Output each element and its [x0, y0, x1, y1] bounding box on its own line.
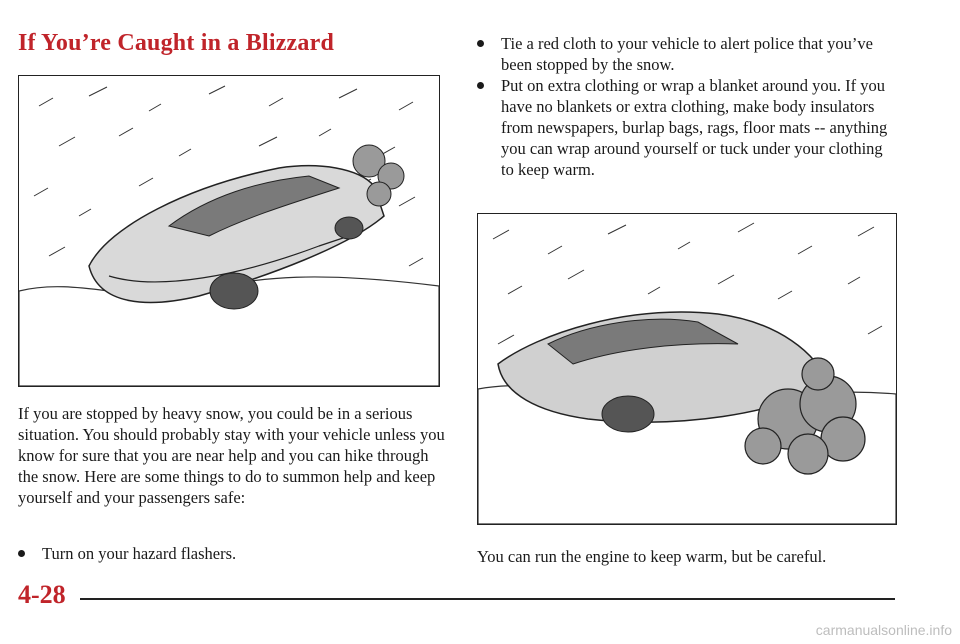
watermark: carmanualsonline.info	[815, 622, 952, 638]
bullet-icon	[477, 40, 484, 47]
blizzard-intro-paragraph: If you are stopped by heavy snow, you could be in a serious situation. You should probably stay with your vehicle unless you know for sure that you are near help and you can hike through the snow. Here are some things to do to summon help and keep yourself and your passengers safe:	[18, 404, 445, 507]
page-number: 4-28	[18, 580, 66, 609]
bullet-item	[477, 75, 897, 180]
illustration-engine-running	[477, 213, 897, 525]
bullet-text: Put on extra clothing or wrap a blanket around you. If you have no blankets or extra clothing, make body insulators from newspapers, burlap bags, rags, floor mats -- anything you can wrap around yourself or tuck under your clothing to keep warm.	[501, 76, 888, 179]
bullet-text: Turn on your hazard flashers.	[42, 544, 237, 563]
figure-caption: You can run the engine to keep warm, but be careful.	[477, 547, 827, 566]
illustration-car-in-snow	[18, 75, 440, 387]
footer-rule	[80, 598, 895, 600]
bullet-text: Tie a red cloth to your vehicle to alert police that you’ve been stopped by the snow.	[501, 34, 873, 74]
section-title: If You’re Caught in a Blizzard	[18, 30, 335, 56]
bullet-item	[477, 33, 897, 75]
bullet-icon	[477, 82, 484, 89]
bullet-item	[18, 543, 438, 564]
bullet-icon	[18, 550, 25, 557]
